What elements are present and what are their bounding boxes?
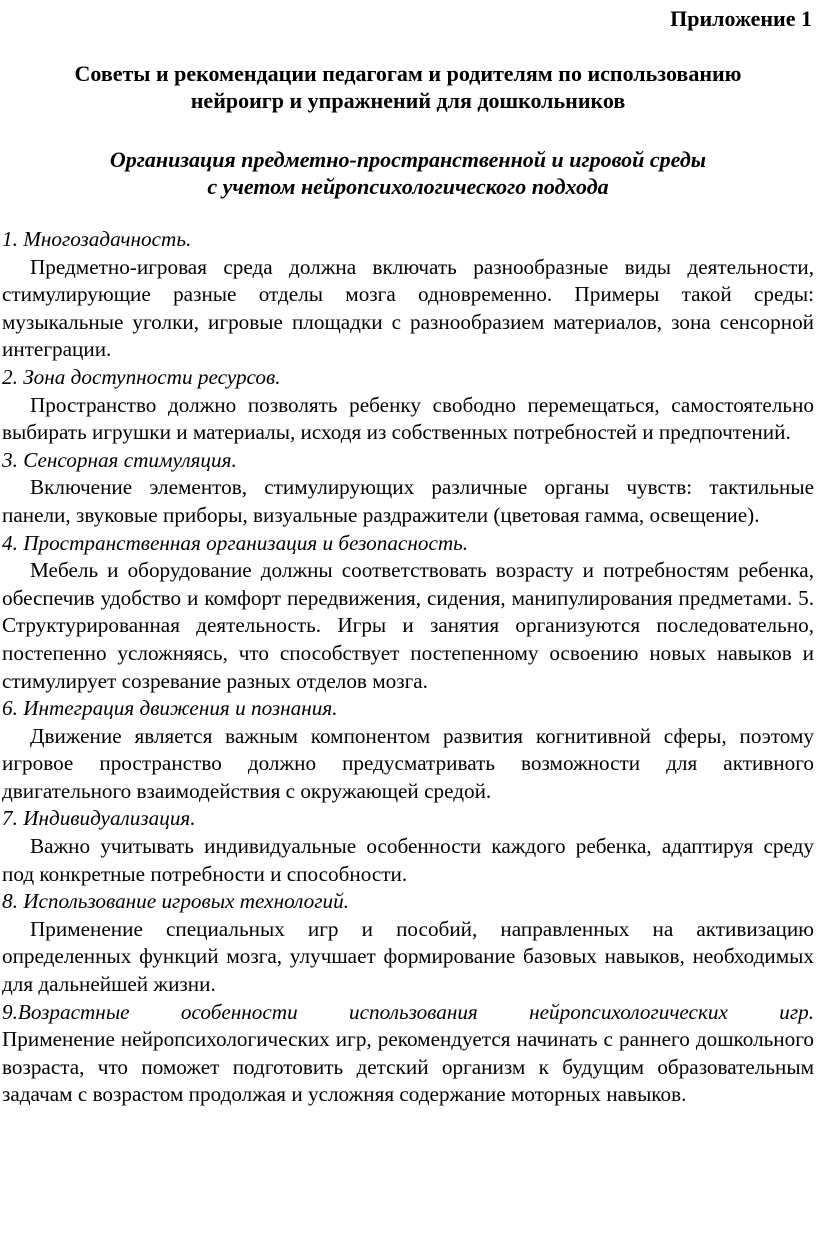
- section-text-9: Применение нейропсихологических игр, рекомендуется начинать с раннего дошкольного возраста, что поможет подготовить детский организм к будущим образовательным задачам с возрастом продолжая и усложняя содержание моторных навыков.: [2, 1027, 814, 1107]
- document-subtitle: [0, 146, 816, 200]
- section-heading-4: 4. Пространственная организация и безопасность.: [2, 530, 469, 555]
- section-text-4: Мебель и оборудование должны соответствовать возрасту и потребностям ребенка, обеспечив удобство и комфорт передвижения, сидения, манипулирования предметами. 5. Структурированная деятельность. Игры и занятия организуются последовательно, постепенно усложняясь, что способствует постепенному освоению новых навыков и стимулирует созревание разных отделов мозга.: [2, 558, 814, 693]
- subtitle-line-2: с учетом нейропсихологического подхода: [207, 174, 609, 199]
- section-heading-6: 6. Интеграция движения и познания.: [2, 696, 338, 721]
- section-text-8: Применение специальных игр и пособий, направленных на активизацию определенных функций мозга, улучшает формирование базовых навыков, необходимых для дальнейшей жизни.: [2, 916, 814, 997]
- section-heading-3: 3. Сенсорная стимуляция.: [2, 447, 237, 472]
- section-heading-1: 1. Многозадачность.: [2, 227, 192, 251]
- section-heading-9: 9.Возрастные особенности использования нейропсихологических игр.: [2, 999, 814, 1024]
- section-text-3: Включение элементов, стимулирующих различные органы чувств: тактильные панели, звуковые приборы, визуальные раздражители (цветовая гамма, освещение).: [2, 475, 814, 527]
- document-body: [2, 226, 814, 1109]
- subtitle-line-1: Организация предметно-пространственной и игровой среды: [109, 147, 707, 172]
- section-heading-8: 8. Использование игровых технологий.: [2, 889, 350, 914]
- title-line-2: нейроигр и упражнений для дошкольников: [190, 88, 626, 113]
- section-text-6: Движение является важным компонентом развития когнитивной сферы, поэтому игровое пространство должно предусматривать возможности для активного двигательного взаимодействия с окружающей средой.: [2, 723, 814, 803]
- document-title: [0, 60, 816, 114]
- appendix-label: Приложение 1: [670, 6, 812, 31]
- section-heading-7: 7. Индивидуализация.: [2, 806, 196, 831]
- section-heading-2: 2. Зона доступности ресурсов.: [2, 364, 281, 389]
- section-text-2: Пространство должно позволять ребенку свободно перемещаться, самостоятельно выбирать игрушки и материалы, исходя из собственных потребностей и предпочтений.: [2, 392, 814, 445]
- title-line-1: Советы и рекомендации педагогам и родителям по использованию: [74, 61, 742, 86]
- section-text-1: Предметно-игровая среда должна включать разнообразные виды деятельности, стимулирующие разные отделы мозга одновременно. Примеры такой среды: музыкальные уголки, игровые площадки с разнообразием материалов, зона сенсорной интеграции.: [2, 254, 814, 362]
- section-text-7: Важно учитывать индивидуальные особенности каждого ребенка, адаптируя среду под конкретные потребности и способности.: [2, 834, 814, 886]
